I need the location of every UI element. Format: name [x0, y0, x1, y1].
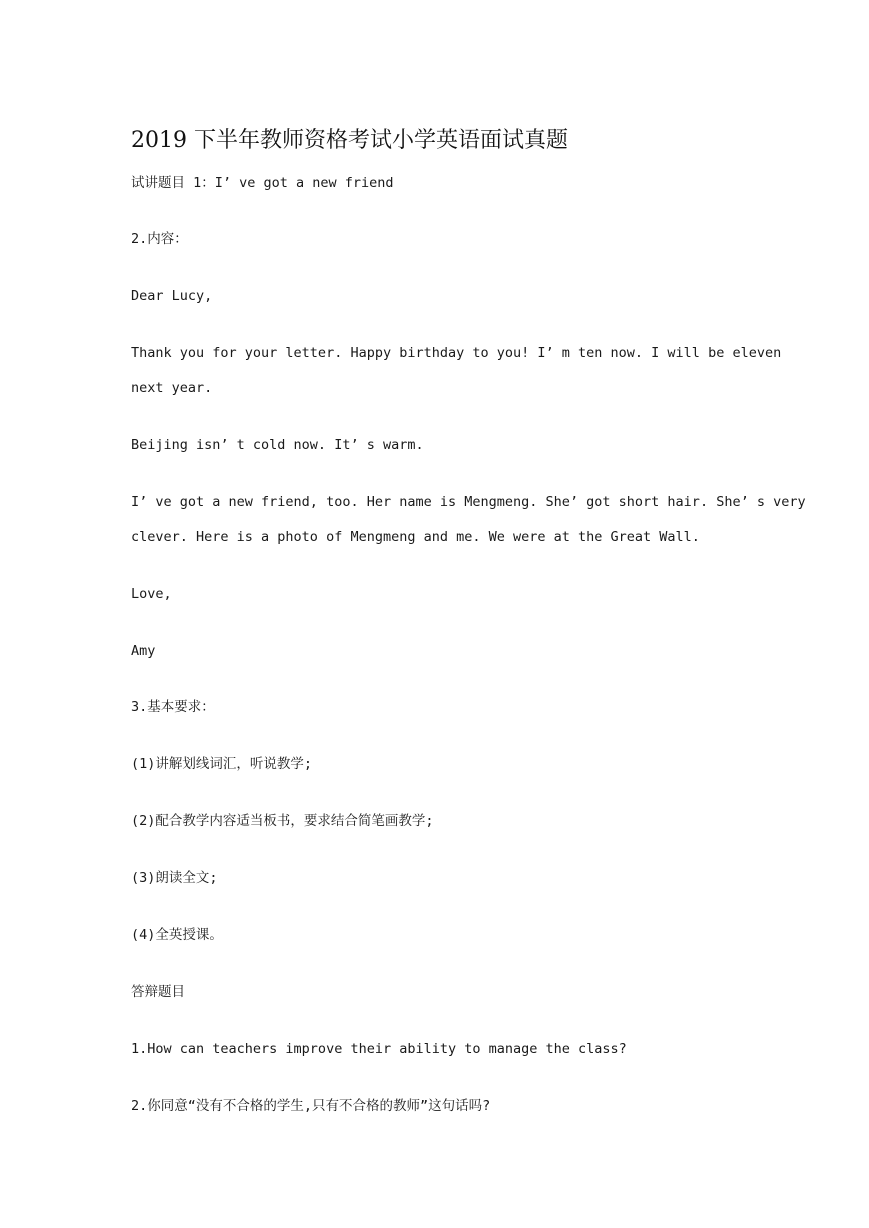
defense-question: 1.How can teachers improve their ability to manage the class?	[131, 1041, 627, 1057]
letter-paragraph-1-line-1: Thank you for your letter. Happy birthday to you! I’ m ten now. I will be eleven	[131, 345, 782, 361]
requirement-item: (3)朗读全文;	[131, 870, 218, 886]
content-heading: 2.内容：	[131, 231, 188, 247]
letter-paragraph-1-line-2: next year.	[131, 380, 213, 396]
requirement-item: (4)全英授课。	[131, 927, 223, 943]
requirements-heading: 3.基本要求：	[131, 699, 215, 715]
letter-greeting: Dear Lucy,	[131, 288, 213, 304]
lecture-topic: 试讲题目 1：I’ ve got a new friend	[131, 175, 394, 191]
letter-paragraph-3-line-1: I’ ve got a new friend, too. Her name is Mengmeng. She’ got short hair. She’ s very	[131, 494, 806, 510]
defense-question: 2.你同意“没有不合格的学生,只有不合格的教师”这句话吗?	[131, 1098, 491, 1114]
letter-paragraph-3-line-2: clever. Here is a photo of Mengmeng and me. We were at the Great Wall.	[131, 529, 700, 545]
document-title: 2019 下半年教师资格考试小学英语面试真题	[131, 128, 568, 153]
requirement-item: (1)讲解划线词汇，听说教学;	[131, 756, 313, 772]
defense-heading: 答辩题目	[131, 984, 185, 1000]
letter-closing: Love,	[131, 586, 172, 602]
letter-paragraph-2: Beijing isn’ t cold now. It’ s warm.	[131, 437, 424, 453]
requirement-item: (2)配合教学内容适当板书，要求结合简笔画教学;	[131, 813, 434, 829]
letter-signature: Amy	[131, 643, 156, 659]
